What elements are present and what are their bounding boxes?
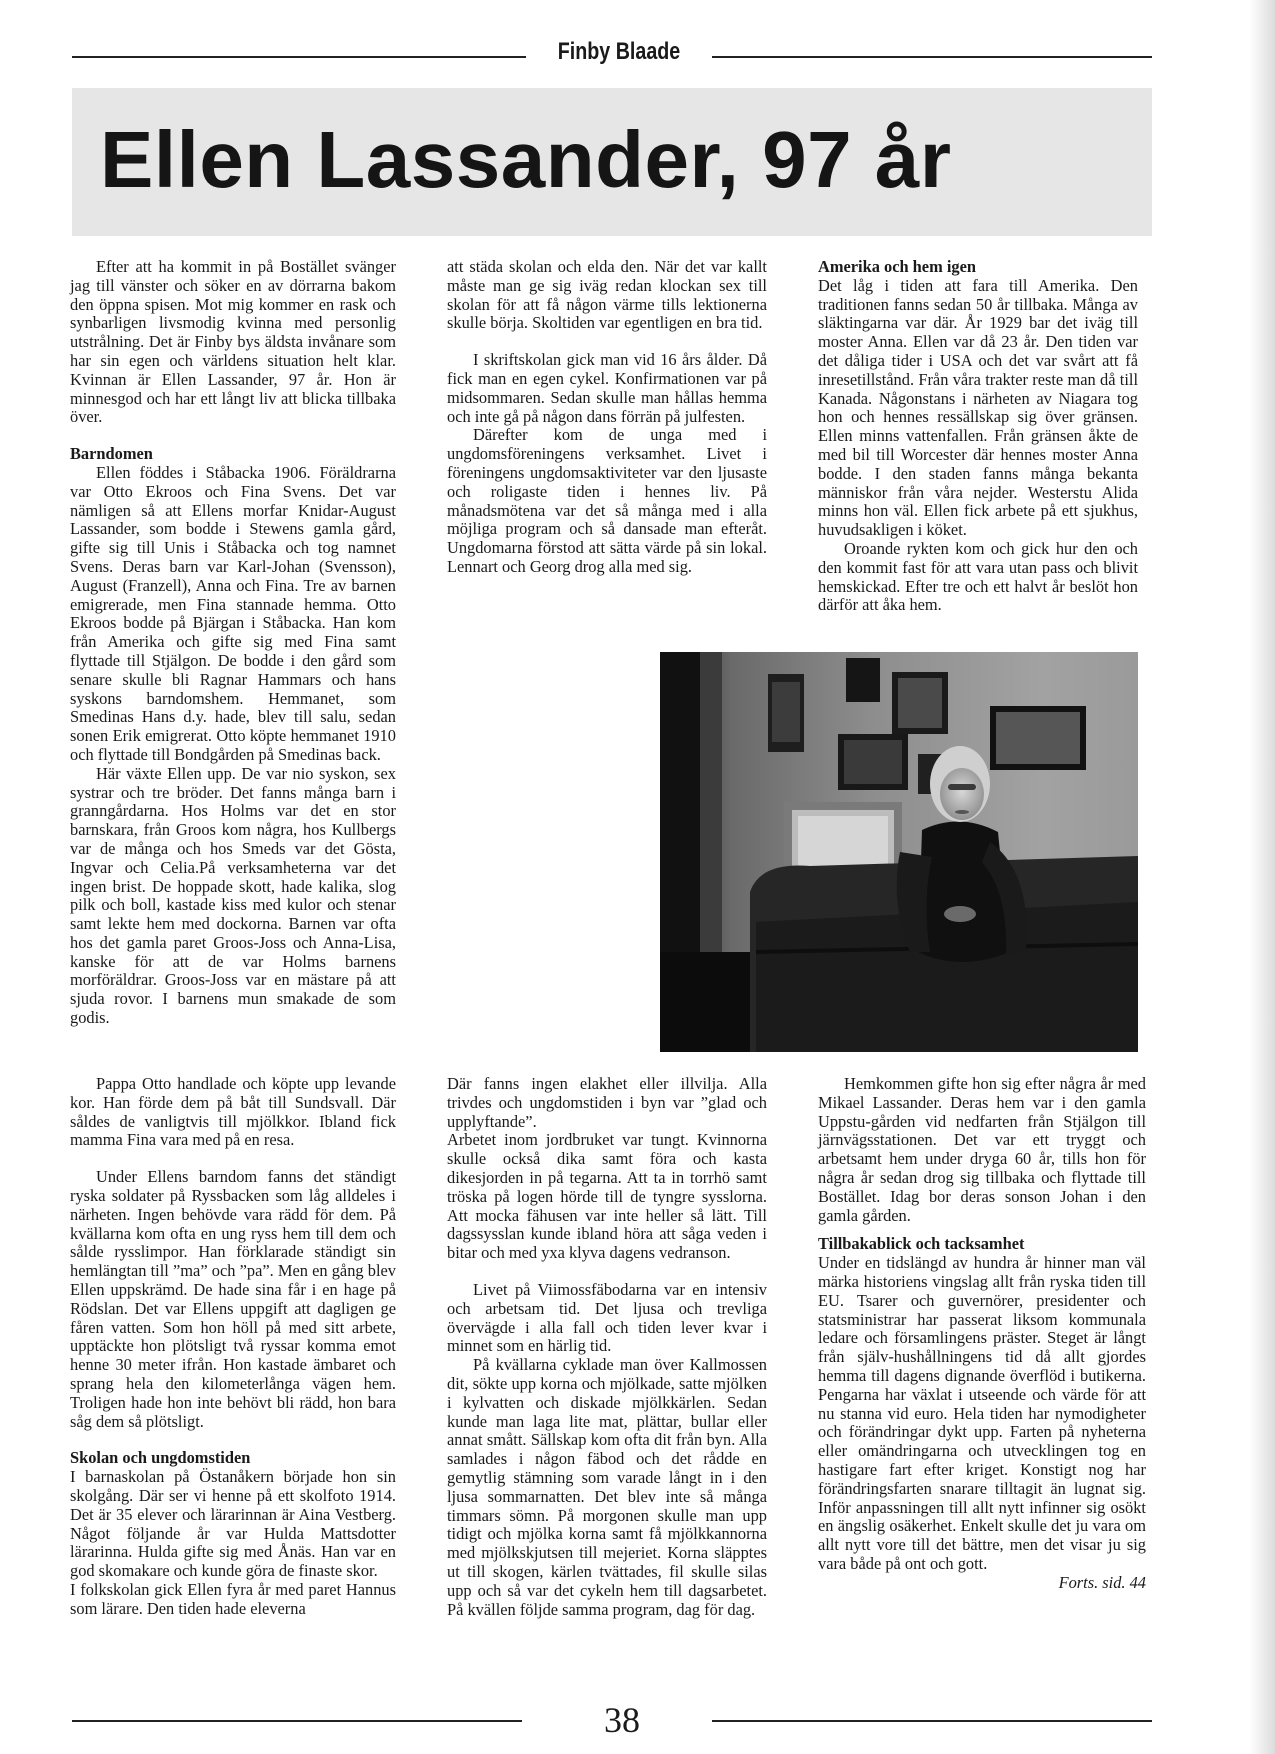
title-band — [72, 88, 1152, 236]
header-rule-right — [712, 56, 1152, 58]
column-2 — [447, 258, 767, 577]
footer-rule-right — [712, 1720, 1152, 1722]
section-heading: Amerika och hem igen — [818, 257, 976, 276]
paragraph: På kvällarna cyklade man över Kallmossen dit, sökte upp korna och mjölkade, satte mjölken i kylvatten och diskade mjölkkärlen. Sedan kunde man laga lite mat, plättar, bullar eller annat smått. Sällskap kom ofta dit från byn. Alla samlades i någon fäbod och det rådde en gemytlig stämning som varade långt in i den ljusa sommarnatten. Det blev inte så många timmars sömn. På morgonen skulle man upp tidigt och mjölka korna samt få mjölkkannorna med mjölkskjutsen till mejeriet. Korna släpptes ut till skogen, kärlen tvättades, fil skulle silas upp och så var det cykeln hem till dagsarbetet. På kvällen följde samma program, dag för dag. — [447, 1355, 767, 1619]
masthead: Finby Blaade — [557, 38, 681, 65]
paragraph: Arbetet inom jordbruket var tungt. Kvinnorna skulle också dika samt föra och kasta dikesjorden in på tegarna. Att ta in torrhö samt tröska på logen hörde till de tyngre sysslorna. Att mocka fähusen var inte heller så lätt. Till dagssysslan kunde ibland höra att såga veden i bitar och med yxa klyva dagens vedranson. — [447, 1130, 767, 1263]
page-header — [72, 38, 1152, 72]
article-title: Ellen Lassander, 97 år — [100, 115, 952, 204]
photo-illustration — [660, 652, 1138, 1052]
paragraph: Oroande rykten kom och gick hur den och den kommit fast för att vara utan pass och blivit hemskickad. Efter tre och ett halvt år beslöt hon därför att åka hem. — [818, 538, 1138, 615]
section-heading: Barndomen — [70, 444, 153, 464]
column-4 — [70, 1075, 396, 1619]
paragraph: I folkskolan gick Ellen fyra år med paret Hannus som lärare. Den tiden hade eleverna — [70, 1579, 396, 1618]
paragraph: Under en tidslängd av hundra år hinner man väl märka historiens vingslag allt från ryska tiden till EU. Tsarer och guvernörer, presidenter och statsministrar har passerat liksom kommunala ledare och församlingens präster. Steget är långt från själv-hushållningens tid då allt gjordes hemma till dagens dignande överflöd i butikerna. Pengarna har växlat i utseende och värde för att nu stanna vid euro. Hela tiden har nymodigheter och förändringar dykt upp. Farten på nyheterna eller omändringarna och utvecklingen tog en hastigare fart efter kriget. Konstigt nog har förändringsfarten snarare tilltagit än lugnat sig. Inför anpassningen till allt nytt infinner sig osökt en ängslig osäkerhet. Enkelt skulle det ju vara om allt nytt vore till det bättre, men det visar ju sig vara både på ont och gott. — [818, 1253, 1146, 1573]
paragraph: att städa skolan och elda den. När det var kallt måste man ge sig iväg redan klockan sex till skolan för att få någon värme tills lektionerna skulle börja. Skoltiden var egentligen en bra tid. — [447, 257, 767, 333]
footer-rule-left — [72, 1720, 522, 1722]
paragraph: Där fanns ingen elakhet eller illvilja. Alla trivdes och ungdomstiden i byn var ”glad och upplyftande”. — [447, 1074, 767, 1131]
paragraph: Livet på Viimossfäbodarna var en intensiv och arbetsam tid. Det ljusa och trevliga övervägde i alla fall och tiden lever kvar i minnet som en härlig tid. — [447, 1279, 767, 1356]
photo-ellen-lassander — [660, 652, 1138, 1052]
paragraph: Under Ellens barndom fanns det ständigt ryska soldater på Ryssbacken som låg alldeles i närheten. Ingen behövde vara rädd för dem. På kvällarna kom ofta en ung ryss hem till dem och sålde rysslimpor. Han förklarade ständigt sin hemlängtan till ”ma” och ”pa”. Men en gång blev Ellen uppskrämd. De hade sina får i en hage på Rödslan. Det var Ellens uppgift att dagligen ge fåren vatten. Som hon höll på med sitt arbete, upptäckte hon plötsligt två ryssar komma emot henne 30 meter ifrån. Hon kastade ämbaret och sprang hela den kilometerlånga vägen hem. Troligen hade hon inte behövt bli rädd, hon bara såg dem så plötsligt. — [70, 1167, 396, 1431]
paragraph: Ellen föddes i Ståbacka 1906. Föräldrarna var Otto Ekroos och Fina Svens. Det var nämligen så att Ellens morfar Knidar-August Lassander, som bodde i Stewens gamla gård, gifte sig till Unis i Ståbacka och tog namnet Svens. Deras barn var Karl-Johan (Svensson), August (Franzell), Anna och Fina. Tre av barnen emigrerade, men Fina stannade hemma. Otto Ekroos bodde på Bjärgan i Ståbacka. Han kom från Amerika och gifte sig med Fina samt flyttade till Stjälgon. De bodde i den gård som senare skulle bli Ragnar Hammars och hans syskons barndomshem. Hemmanet, som Smedinas Hans d.y. hade, blev till salu, sedan sonen Erik emigrerat. Otto köpte hemmanet 1910 och flyttade till Bondgården på Smedinas back. — [70, 462, 396, 764]
section-heading: Tillbakablick och tacksamhet — [818, 1234, 1025, 1254]
section-heading: Skolan och ungdomstiden — [70, 1448, 251, 1468]
paragraph: Efter att ha kommit in på Bostället svänger jag till vänster och söker en av dörrarna bakom den öppna spisen. Mot mig kommer en rask och synbarligen livsmodig kvinna med personlig utstrålning. Det är Finby bys äldsta invånare som har sin egen och världens situation helt klar. Kvinnan är Ellen Lassander, 97 år. Hon är minnesgod och har ett långt liv att blicka tillbaka över. — [70, 257, 396, 427]
continuation-note: Forts. sid. 44 — [1058, 1572, 1146, 1592]
paragraph: I barnaskolan på Östanåkern började hon sin skolgång. Där ser vi henne på ett skolfoto 1914. Det är 35 elever och lärarinnan är Aina Vestberg. Något följande år var Hulda Mattsdotter lärarinna. Hulda gifte sig med Ånäs. Han var en god skomakare och kunde göra de finaste skor. — [70, 1467, 396, 1581]
paragraph: I skriftskolan gick man vid 16 års ålder. Då fick man en egen cykel. Konfirmationen var på midsommaren. Sedan skulle man hållas hemma och inte gå på någon dans förrän på julfesten. — [447, 350, 767, 426]
page-number: 38 — [604, 1700, 640, 1740]
paragraph: Pappa Otto handlade och köpte upp levande kor. Han förde dem på båt till Sundsvall. Där såldes de vanligtvis till mjölkkor. Ibland fick mamma Fina vara med på en resa. — [70, 1074, 396, 1150]
paragraph: Det låg i tiden att fara till Amerika. Den traditionen fanns sedan 50 år tillbaka. Många av släktingarna var där. År 1929 bar det iväg till moster Anna. Ellen var då 23 år. Den tiden var det dåliga tider i USA och det var svårt att få inresetillstånd. Från våra trakter reste man då till Kanada. Någonstans i närheten av Niagara tog hon och hennes ressällskap sig över gränsen. Ellen minns vattenfallen. Från gränsen åkte de med bil till Worcester där hennes moster Anna bodde. I den staden fanns många bekanta människor från våra nejder. Westerstu Alida minns hon väl. Ellen fick arbete på ett sjukhus, huvudsakligen i köket. — [818, 275, 1138, 540]
page-edge-shadow — [1249, 0, 1275, 1754]
page-footer — [72, 1698, 1152, 1742]
column-5 — [447, 1075, 767, 1619]
paragraph: Här växte Ellen upp. De var nio syskon, sex systrar och tre bröder. Det fanns många barn i granngårdarna. Hos Holms var det en stor barnskara, från Groos kom några, hos Kullbergs var de många och hos Smeds var det Gösta, Ingvar och Celia.På verksamheterna var det ingen brist. De hoppade skott, hade kalika, slog pilk och boll, kastade kiss med kulor och stenar samt lekte hem med dockorna. Barnen var ofta hos det gamla paret Groos-Joss och Anna-Lisa, kanske för att de var Holms barnens morföräldrar. Groos-Joss var en mästare på att sjuda rovor. I barnens mun smakade de som godis. — [70, 763, 396, 1028]
paragraph: Därefter kom de unga med i ungdomsföreningens verksamhet. Livet i föreningens ungdomsaktiviteter var den ljusaste och roligaste tiden i hennes liv. På månadsmötena var det så många med i alla möjliga program och så dansade man efteråt. Ungdomarna förstod att sätta värde på sin lokal. Lennart och Georg drog alla med sig. — [447, 425, 767, 576]
column-1 — [70, 258, 396, 1028]
header-rule-left — [72, 56, 526, 58]
column-3 — [818, 258, 1138, 615]
paragraph: Hemkommen gifte hon sig efter några år med Mikael Lassander. Deras hem var i den gamla Uppstu-gården vid nedfarten från Stjälgon till järnvägsstationen. Det var ett tryggt och arbetsamt hem under dryga 60 år, tills hon för några år sedan drog sig tillbaka och flyttade till Bostället. Idag bor deras sonson Johan i den gamla gården. — [818, 1074, 1146, 1225]
column-6 — [818, 1075, 1146, 1593]
